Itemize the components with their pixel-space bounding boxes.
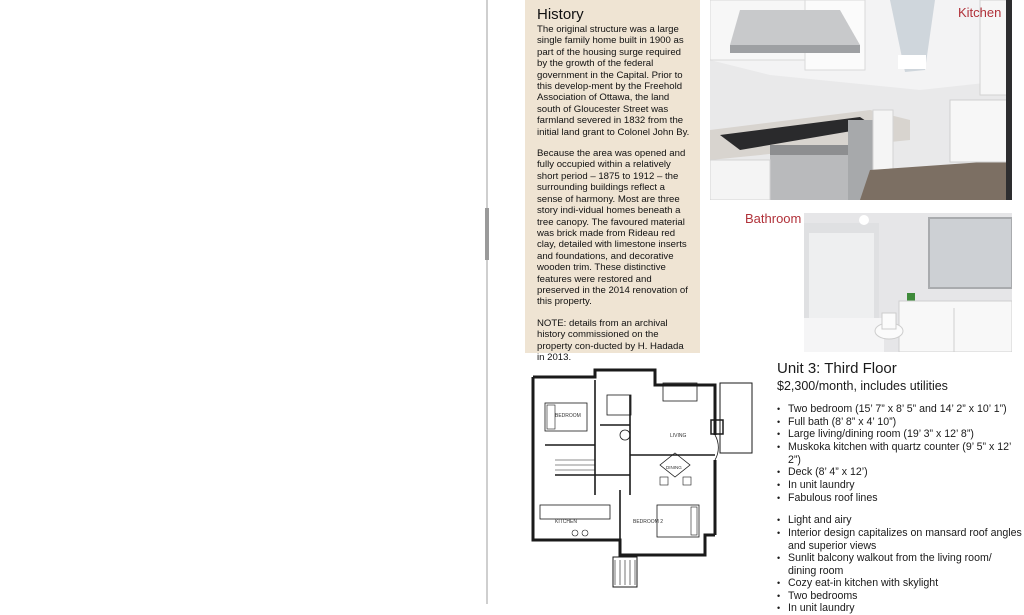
history-title: History (537, 6, 584, 23)
plan-label-bedroom-2: BEDROOM 2 (633, 519, 664, 525)
kitchen-caption: Kitchen (958, 5, 1002, 20)
feature-item: • Light and airy (777, 514, 1022, 527)
feature-item: • Interior design capitalizes on mansard roof angles and superior views (777, 527, 1022, 552)
page-gutter (486, 0, 488, 604)
spec-item: • Muskoka kitchen with quartz counter (9’ 5” x 12’ 2”) (777, 441, 1022, 466)
feature-item: • Cozy eat-in kitchen with skylight (777, 577, 1022, 590)
plan-label-bedroom: BEDROOM (555, 413, 581, 419)
history-paragraph-2: Because the area was opened and fully occupied within a relatively short period – 1875 to 1912 – the surrounding buildings reflect a sense of harmony. Most are three story indi-vidual homes beneath a tree canopy. The favoured material was brick made from Rideau red clay, detailed with limestone inserts and foundations, and decorative wooden trim. These distinctive features were restored and preserved in the 2014 renovation of this property. (537, 148, 688, 308)
spec-item: • Fabulous roof lines (777, 492, 1022, 505)
history-paragraph-1: The original structure was a large single family home built in 1900 as part of the housing surge required by the growth of the federal government in the Capital. Prior to this develop-ment by the Freehold Association of Ottawa, the land south of Gloucester Street was farmland severed in 1832 from the initial land grant to Colonel John By. (537, 24, 690, 138)
feature-item: • Sunlit balcony walkout from the living room/ dining room (777, 552, 1022, 577)
unit-title: Unit 3: Third Floor (777, 360, 897, 377)
history-panel (525, 0, 700, 363)
plan-label-kitchen: KITCHEN (555, 519, 577, 525)
spec-item: • Two bedroom (15’ 7” x 8’ 5” and 14’ 2” x 10’ 1”) (777, 403, 1022, 416)
bathroom-photo (804, 213, 1012, 352)
unit-details (777, 360, 1022, 615)
feature-item: • In unit laundry (777, 602, 1022, 615)
floor-plan (525, 365, 755, 590)
spec-item: • In unit laundry (777, 479, 1022, 492)
spec-item: • Deck (8’ 4” x 12’) (777, 466, 1022, 479)
unit-features-list (777, 514, 1022, 615)
kitchen-photo (710, 0, 1012, 200)
history-note: NOTE: details from an archival history commissioned on the property con-ducted by H. Hadada in 2013. (537, 317, 684, 363)
plan-label-living: LIVING (670, 433, 687, 439)
feature-item: • Two bedrooms (777, 590, 1022, 603)
plan-label-dining: DINING (666, 465, 682, 470)
unit-price: $2,300/month, includes utilities (777, 379, 948, 393)
bathroom-caption: Bathroom (745, 211, 802, 226)
spec-item: • Large living/dining room (19’ 3” x 12’ 8”) (777, 428, 1022, 441)
scroll-marker (485, 208, 489, 260)
spec-item: • Full bath (8’ 8” x 4’ 10”) (777, 416, 1022, 429)
unit-specs-list (777, 403, 1022, 504)
